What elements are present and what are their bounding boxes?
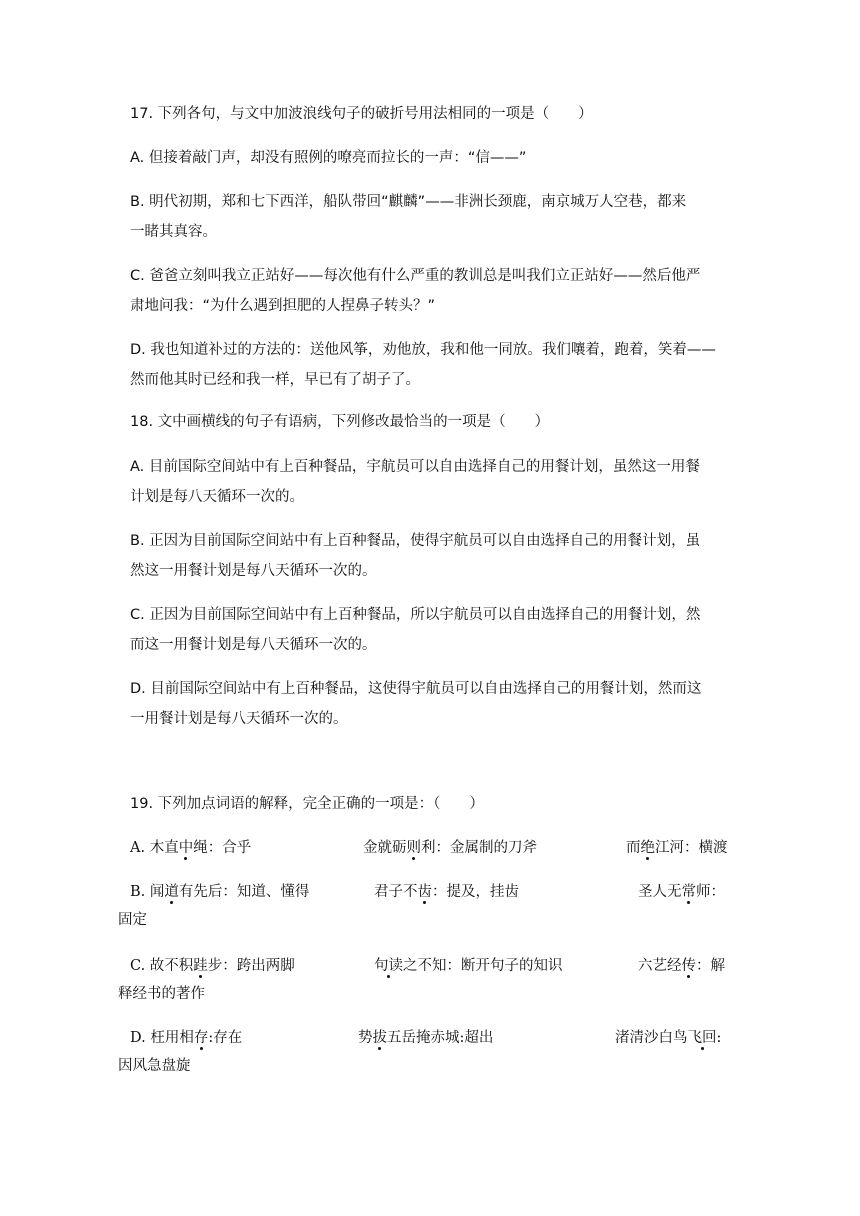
q19-a1-suffix: 绳：合乎 xyxy=(193,840,252,856)
q19-option-c-line2: 释经书的著作 xyxy=(118,986,205,1002)
q19-d3-suffix: : xyxy=(716,1030,722,1046)
q18-option-b-line1: B. 正因为目前国际空间站中有上百种餐品，使得宇航员可以自由选择自己的用餐计划，虽 xyxy=(130,533,701,549)
q17-option-a: A. 但接着敲门声，却没有照例的嘹亮而拉长的一声：“信——” xyxy=(130,150,527,166)
q17-option-d-line2: 然而他其时已经和我一样，早已有了胡子了。 xyxy=(130,372,420,388)
q19-c3-dotted: 传 xyxy=(681,958,696,974)
q17-option-b-line2: 一睹其真容。 xyxy=(130,224,217,240)
q18-option-c-line2: 而这一用餐计划是每八天循环一次的。 xyxy=(130,637,377,653)
q19-c1-suffix: 步：跨出两脚 xyxy=(207,958,295,974)
emphasis-dot-word xyxy=(682,884,697,900)
q18-stem: 18. 文中画横线的句子有语病，下列修改最恰当的一项是（ ） xyxy=(130,414,550,430)
q19-option-d-item2 xyxy=(358,1028,493,1048)
q19-d1-prefix: D. 枉用相 xyxy=(130,1030,194,1046)
emphasis-dot xyxy=(701,1047,704,1050)
q19-option-a-item1 xyxy=(130,838,251,858)
emphasis-dot-word xyxy=(179,840,194,856)
q19-a1-prefix: A. 木直 xyxy=(130,840,179,856)
q19-option-b-item2 xyxy=(374,882,519,902)
emphasis-dot xyxy=(687,901,690,904)
q18-option-c-line1: C. 正因为目前国际空间站中有上百种餐品，所以宇航员可以自由选择自己的用餐计划，然 xyxy=(130,607,701,623)
q19-d2-suffix: 五岳掩赤城:超出 xyxy=(387,1030,494,1046)
q19-d1-suffix: :存在 xyxy=(208,1030,243,1046)
emphasis-dot xyxy=(387,975,390,978)
q17-stem: 17. 下列各句，与文中加波浪线句子的破折号用法相同的一项是（ ） xyxy=(130,106,593,122)
emphasis-dot xyxy=(200,1047,203,1050)
q19-a3-suffix: 江河：横渡 xyxy=(655,840,728,856)
q19-c1-prefix: C. 故不积 xyxy=(130,958,194,974)
emphasis-dot xyxy=(423,901,426,904)
q19-option-b-item3 xyxy=(638,882,725,902)
q19-a2-prefix: 金就砺 xyxy=(363,840,407,856)
q19-b3-dotted: 常 xyxy=(681,884,696,900)
q19-c3-suffix: ：解 xyxy=(696,958,725,974)
emphasis-dot-word xyxy=(374,958,403,974)
q19-option-a-item2 xyxy=(363,838,537,858)
q18-option-d-line2: 一用餐计划是每八天循环一次的。 xyxy=(130,711,348,727)
q17-option-c-line1: C. 爸爸立刻叫我立正站好——每次他有什么严重的教训总是叫我们立正站好——然后他严 xyxy=(130,268,701,284)
emphasis-dot-word xyxy=(418,884,433,900)
q19-b3-prefix: 圣人无 xyxy=(638,884,682,900)
emphasis-dot-word xyxy=(164,884,179,900)
q19-b3-suffix: 师： xyxy=(696,884,725,900)
q19-option-d-line2: 因风急盘旋 xyxy=(118,1058,191,1074)
q18-option-a-line2: 计划是每八天循环一次的。 xyxy=(130,489,304,505)
q19-a2-dotted: 则 xyxy=(406,840,421,856)
q19-d3-prefix: 渚清沙白鸟 xyxy=(615,1030,688,1046)
q17-option-d-line1: D. 我也知道补过的方法的：送他风筝，劝他放，我和他一同放。我们嚷着，跑着，笑着—— xyxy=(130,342,716,358)
emphasis-dot-word xyxy=(407,840,422,856)
emphasis-dot-word xyxy=(193,958,208,974)
q19-b1-prefix: B. 闻 xyxy=(130,884,165,900)
q19-option-b-item1 xyxy=(130,882,309,902)
q18-option-a-line1: A. 目前国际空间站中有上百种餐品，宇航员可以自由选择自己的用餐计划，虽然这一用餐 xyxy=(130,459,700,475)
q19-c2-suffix: 之不知：断开句子的知识 xyxy=(403,958,563,974)
q19-option-b-line2: 固定 xyxy=(118,912,147,928)
emphasis-dot-word xyxy=(641,840,656,856)
q19-option-c-item2 xyxy=(374,956,563,976)
emphasis-dot xyxy=(199,975,202,978)
emphasis-dot xyxy=(378,1047,381,1050)
emphasis-dot-word xyxy=(373,1030,388,1046)
emphasis-dot xyxy=(646,857,649,860)
q17-option-b-line1: B. 明代初期，郑和七下西洋，船队带回“麒麟”——非洲长颈鹿，南京城万人空巷，都来 xyxy=(130,194,687,210)
q19-c3-prefix: 六艺经 xyxy=(638,958,682,974)
q19-a3-dotted: 绝 xyxy=(640,840,655,856)
q19-c1-dotted: 跬 xyxy=(193,958,208,974)
emphasis-dot-word xyxy=(688,1030,717,1046)
q19-b2-prefix: 君子不 xyxy=(374,884,418,900)
q19-d1-dotted: 存 xyxy=(193,1030,209,1046)
q19-c2-dotted: 句读 xyxy=(374,958,403,974)
q19-a3-prefix: 而 xyxy=(626,840,641,856)
emphasis-dot xyxy=(687,975,690,978)
q18-option-b-line2: 然这一用餐计划是每八天循环一次的。 xyxy=(130,563,377,579)
q19-option-d-item3 xyxy=(615,1028,721,1048)
emphasis-dot-word xyxy=(194,1030,209,1046)
q19-stem: 19. 下列加点词语的解释，完全正确的一项是：（ ） xyxy=(130,796,484,812)
q19-option-c-item3 xyxy=(638,956,725,976)
emphasis-dot-word xyxy=(682,958,697,974)
q19-option-c-item1 xyxy=(130,956,295,976)
q19-d2-prefix: 势 xyxy=(358,1030,373,1046)
q17-option-c-line2: 肃地问我：“为什么遇到担肥的人捏鼻子转头？” xyxy=(130,298,436,314)
q19-option-a-item3 xyxy=(626,838,728,858)
q19-option-d-item1 xyxy=(130,1028,242,1048)
q18-option-d-line1: D. 目前国际空间站中有上百种餐品，这使得宇航员可以自由选择自己的用餐计划，然而这 xyxy=(130,681,702,697)
emphasis-dot xyxy=(184,857,187,860)
q19-b2-suffix: ：提及，挂齿 xyxy=(432,884,519,900)
q19-a1-dotted: 中 xyxy=(178,840,194,856)
q19-d3-dotted: 飞回 xyxy=(687,1030,717,1046)
q19-b2-dotted: 齿 xyxy=(417,884,432,900)
q19-a2-suffix: 利：金属制的刀斧 xyxy=(421,840,537,856)
emphasis-dot xyxy=(412,857,415,860)
q19-b1-suffix: 有先后：知道、懂得 xyxy=(178,884,310,900)
emphasis-dot xyxy=(170,901,173,904)
q19-b1-dotted: 道 xyxy=(164,884,179,900)
q19-d2-dotted: 拔 xyxy=(372,1030,387,1046)
